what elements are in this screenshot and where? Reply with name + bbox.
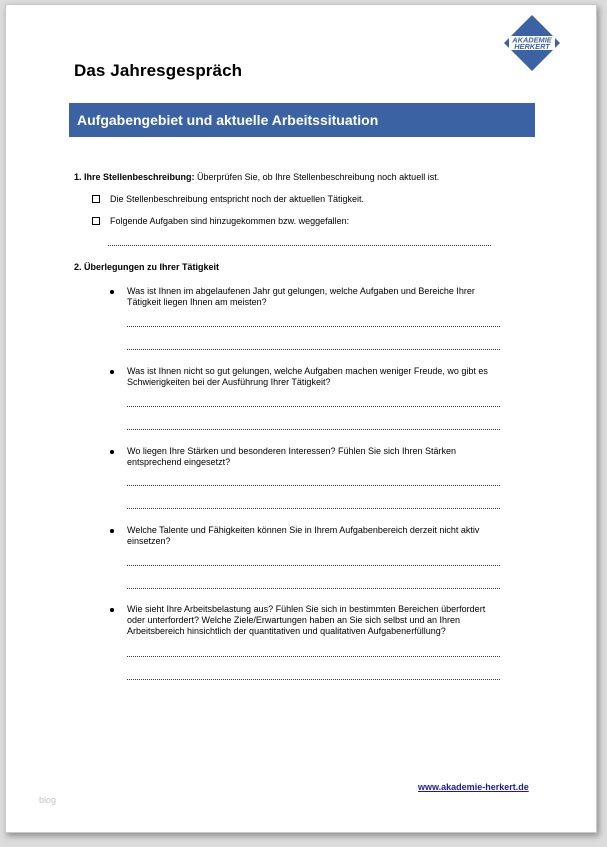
akademie-herkert-logo [503,14,561,72]
answer-line[interactable] [127,429,500,430]
question-5-line1: Wie sieht Ihre Arbeitsbelastung aus? Fühlen Sie sich in bestimmten Bereichen überfordert [127,604,486,614]
answer-line[interactable] [127,406,500,407]
question-5-line3: Arbeitsbereich hinsichtlich der quantitativen und qualitativen Aufgabenerfüllung? [127,626,446,636]
answer-line[interactable] [127,485,500,486]
question-1-line1: Was ist Ihnen im abgelaufenen Jahr gut gelungen, welche Aufgaben und Bereiche Ihrer [127,286,475,296]
answer-line[interactable] [127,326,500,327]
section1-heading: 1. Ihre Stellenbeschreibung: [74,172,195,182]
watermark-text: blog [39,795,57,805]
option1-label: Die Stellenbeschreibung entspricht noch der aktuellen Tätigkeit. [110,194,364,204]
bullet [110,608,114,612]
logo-line1: AKADEMIE [512,35,552,45]
question-2-line2: Schwierigkeiten bei der Ausführung Ihrer Tätigkeit? [127,377,331,387]
page-title: Das Jahresgespräch [74,61,243,80]
question-3-line2: entsprechend eingesetzt? [127,457,231,467]
question-5-line2: oder unterfordert? Welche Ziele/Erwartungen haben an Sie sich selbst und an Ihren [127,615,461,625]
answer-line[interactable] [127,679,500,680]
option1-checkbox[interactable] [92,195,100,203]
question-4-line2: einsetzen? [127,536,171,546]
section2-heading: 2. Überlegungen zu Ihrer Tätigkeit [74,262,220,272]
option2-checkbox[interactable] [92,217,100,225]
section1-line [74,172,439,184]
section1-intro: Überprüfen Sie, ob Ihre Stellenbeschreibung noch aktuell ist. [197,172,440,182]
answer-line[interactable] [127,588,500,589]
answer-line[interactable] [108,245,491,246]
question-3-line1: Wo liegen Ihre Stärken und besonderen Interessen? Fühlen Sie sich Ihren Stärken [127,446,457,456]
answer-line[interactable] [127,349,500,350]
bullet [110,370,114,374]
bullet [110,529,114,533]
answer-line[interactable] [127,656,500,657]
answer-line[interactable] [127,508,500,509]
logo-line2: HERKERT [514,42,550,51]
option2-label: Folgende Aufgaben sind hinzugekommen bzw. weggefallen: [110,216,350,226]
website-link[interactable]: www.akademie-herkert.de [418,782,529,792]
question-4-line1: Welche Talente und Fähigkeiten können Sie in Ihrem Aufgabenbereich derzeit nicht aktiv [127,525,480,535]
question-2-line1: Was ist Ihnen nicht so gut gelungen, welche Aufgaben machen weniger Freude, wo gibt es [127,366,488,376]
bullet [110,290,114,294]
bullet [110,450,114,454]
section-banner: Aufgabengebiet und aktuelle Arbeitssituation [69,103,535,137]
answer-line[interactable] [127,565,500,566]
question-1-line2: Tätigkeit liegen Ihnen am meisten? [127,297,267,307]
